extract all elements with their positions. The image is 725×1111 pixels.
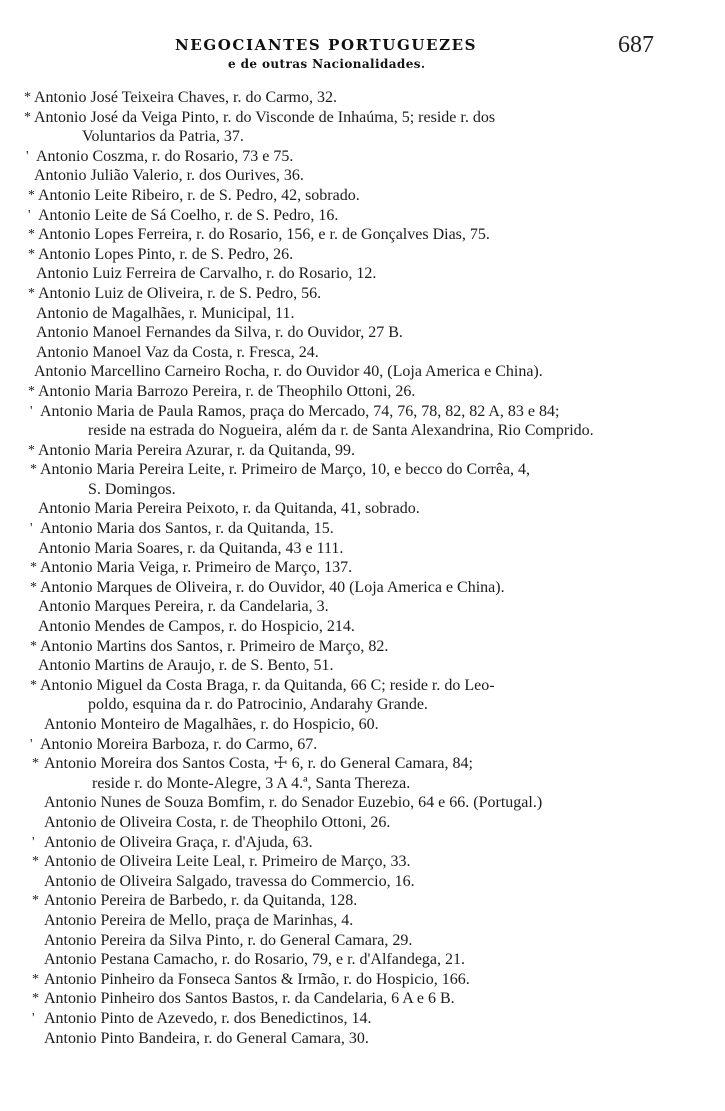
- page-title: NEGOCIANTES PORTUGUEZES: [175, 36, 478, 54]
- entry-text: Antonio Maria dos Santos, r. da Quitanda, 15.: [40, 520, 334, 538]
- entry-text: Antonio Pinto de Azevedo, r. dos Benedictinos, 14.: [44, 1009, 372, 1027]
- directory-entry: [0, 715, 725, 735]
- directory-entry: [0, 147, 725, 167]
- entry-marker: *: [30, 560, 37, 576]
- directory-entry: [0, 539, 725, 559]
- entry-text: Antonio Pereira da Silva Pinto, r. do General Camara, 29.: [44, 931, 413, 949]
- directory-entry: [0, 264, 725, 284]
- directory-entry: [0, 206, 725, 226]
- directory-entry: [0, 108, 725, 147]
- entry-marker: *: [32, 893, 39, 909]
- directory-entry: [0, 911, 725, 931]
- entry-text: Antonio Maria Barrozo Pereira, r. de Theophilo Ottoni, 26.: [38, 382, 416, 400]
- directory-entry: [0, 382, 725, 402]
- directory-entry: [0, 735, 725, 755]
- entry-marker: *: [24, 109, 31, 125]
- page-header: [0, 32, 725, 76]
- directory-entry: [0, 754, 725, 793]
- entry-text: Antonio Monteiro de Magalhães, r. do Hospicio, 60.: [44, 716, 379, 733]
- entry-marker: ': [32, 834, 35, 850]
- directory-entry: [0, 970, 725, 990]
- entry-marker: *: [30, 677, 37, 693]
- entry-text: Antonio José Teixeira Chaves, r. do Carmo, 32.: [34, 89, 337, 106]
- directory-entry: [0, 578, 725, 598]
- entry-text: Antonio Leite Ribeiro, r. de S. Pedro, 42, sobrado.: [38, 186, 360, 204]
- directory-entry: [0, 1009, 725, 1029]
- entry-text: Antonio Maria Pereira Peixoto, r. da Quitanda, 41, sobrado.: [38, 500, 420, 518]
- directory-entry: [0, 225, 725, 245]
- entry-marker: *: [28, 246, 35, 262]
- entry-text: Antonio Luiz de Oliveira, r. de S. Pedro, 56.: [38, 284, 322, 302]
- entry-text: Antonio Pereira de Mello, praça de Marinhas, 4.: [44, 911, 354, 929]
- entry-marker: *: [30, 579, 37, 595]
- directory-entry: [0, 402, 725, 441]
- entry-text: Antonio José da Veiga Pinto, r. do Visconde de Inhaúma, 5; reside r. dos: [34, 108, 496, 126]
- entry-marker: ': [26, 148, 29, 164]
- entry-text: Antonio Mendes de Campos, r. do Hospicio, 214.: [38, 618, 355, 636]
- entry-text: Antonio Maria de Paula Ramos, praça do Mercado, 74, 76, 78, 82, 82 A, 83 e 84;: [40, 402, 560, 420]
- entry-marker: *: [32, 756, 39, 772]
- directory-entry: [0, 617, 725, 637]
- directory-entry: [0, 323, 725, 343]
- entry-text: Antonio de Oliveira Leite Leal, r. Primeiro de Março, 33.: [44, 853, 411, 871]
- directory-entry: [0, 245, 725, 265]
- entry-text: Antonio Maria Pereira Azurar, r. da Quitanda, 99.: [38, 441, 356, 459]
- entry-text: Antonio de Oliveira Costa, r. de Theophilo Ottoni, 26.: [44, 813, 391, 831]
- directory-entry: [0, 597, 725, 617]
- entry-text: Antonio de Magalhães, r. Municipal, 11.: [36, 304, 295, 322]
- entry-continuation: S. Domingos.: [88, 480, 176, 498]
- entry-text: Antonio Lopes Ferreira, r. do Rosario, 156, e r. de Gonçalves Dias, 75.: [38, 226, 490, 244]
- directory-entry: [0, 950, 725, 970]
- entry-text: Antonio Maria Pereira Leite, r. Primeiro de Março, 10, e becco do Corrêa, 4,: [40, 461, 531, 479]
- directory-entry: [0, 1029, 725, 1049]
- entry-text: Antonio Martins de Araujo, r. de S. Bento, 51.: [38, 657, 334, 675]
- entry-continuation: reside r. do Monte-Alegre, 3 A 4.ª, Santa Thereza.: [92, 774, 411, 792]
- entry-marker: *: [28, 227, 35, 243]
- directory-entry: [0, 637, 725, 657]
- directory-entry: [0, 989, 725, 1009]
- entry-text: Antonio Martins dos Santos, r. Primeiro de Março, 82.: [40, 637, 389, 655]
- directory-entry: [0, 499, 725, 519]
- entry-marker: *: [28, 442, 35, 458]
- entry-marker: *: [32, 854, 39, 870]
- entry-text: Antonio Nunes de Souza Bomfim, r. do Senador Euzebio, 64 e 66. (Portugal.): [44, 794, 543, 812]
- entry-marker: *: [28, 285, 35, 301]
- entry-text: Antonio Lopes Pinto, r. de S. Pedro, 26.: [38, 245, 294, 263]
- entry-text: Antonio Pereira de Barbedo, r. da Quitanda, 128.: [44, 892, 358, 910]
- directory-entry: [0, 519, 725, 539]
- directory-entry: [0, 186, 725, 206]
- directory-entry: [0, 852, 725, 872]
- entry-text: Antonio Marques Pereira, r. da Candelaria, 3.: [38, 598, 329, 616]
- entry-text: Antonio Manoel Vaz da Costa, r. Fresca, 24.: [36, 343, 319, 361]
- entry-text: Antonio Marcellino Carneiro Rocha, r. do Ouvidor 40, (Loja America e China).: [34, 363, 543, 381]
- directory-entry: [0, 441, 725, 461]
- directory-entry: [0, 304, 725, 324]
- entry-text: Antonio Miguel da Costa Braga, r. da Quitanda, 66 C; reside r. do Leo-: [40, 676, 495, 694]
- directory-entry: [0, 656, 725, 676]
- entry-marker: ': [28, 207, 31, 223]
- entry-text: Antonio Luiz Ferreira de Carvalho, r. do Rosario, 12.: [36, 265, 377, 283]
- entry-list: [0, 88, 725, 1048]
- directory-entry: [0, 676, 725, 715]
- entry-marker: *: [24, 90, 31, 105]
- entry-text: Antonio de Oliveira Salgado, travessa do Commercio, 16.: [44, 872, 415, 890]
- page-subtitle: e de outras Nacionalidades.: [228, 57, 426, 71]
- entry-text: Antonio Moreira dos Santos Costa, ☩ 6, r. do General Camara, 84;: [44, 755, 473, 773]
- entry-marker: *: [32, 971, 39, 987]
- entry-text: Antonio Maria Soares, r. da Quitanda, 43 e 111.: [38, 539, 344, 557]
- directory-entry: [0, 872, 725, 892]
- entry-text: Antonio Maria Veiga, r. Primeiro de Março, 137.: [40, 559, 353, 577]
- entry-continuation: reside na estrada do Nogueira, além da r. de Santa Alexandrina, Rio Comprido.: [88, 422, 594, 440]
- entry-marker: *: [28, 187, 35, 203]
- entry-continuation: poldo, esquina da r. do Patrocinio, Andarahy Grande.: [88, 696, 428, 714]
- entry-text: Antonio Coszma, r. do Rosario, 73 e 75.: [36, 147, 294, 165]
- entry-text: Antonio Leite de Sá Coelho, r. de S. Pedro, 16.: [38, 206, 339, 224]
- directory-entry: [0, 88, 725, 108]
- entry-text: Antonio de Oliveira Graça, r. d'Ajuda, 63.: [44, 833, 313, 851]
- entry-text: Antonio Pinheiro dos Santos Bastos, r. da Candelaria, 6 A e 6 B.: [44, 990, 455, 1008]
- entry-text: Antonio Pinto Bandeira, r. do General Camara, 30.: [44, 1029, 369, 1047]
- entry-text: Antonio Manoel Fernandes da Silva, r. do Ouvidor, 27 B.: [36, 324, 403, 342]
- entry-marker: ': [30, 521, 33, 537]
- directory-entry: [0, 558, 725, 578]
- directory-entry: [0, 813, 725, 833]
- entry-text: Antonio Pinheiro da Fonseca Santos & Irmão, r. do Hospicio, 166.: [44, 970, 470, 988]
- entry-text: Antonio Julião Valerio, r. dos Ourives, 36.: [34, 167, 304, 185]
- entry-continuation: Voluntarios da Patria, 37.: [82, 128, 244, 146]
- directory-entry: [0, 793, 725, 813]
- entry-marker: *: [30, 638, 37, 654]
- directory-entry: [0, 460, 725, 499]
- directory-entry: [0, 833, 725, 853]
- directory-entry: [0, 931, 725, 951]
- directory-entry: [0, 284, 725, 304]
- entry-marker: ': [30, 736, 33, 752]
- directory-entry: [0, 343, 725, 363]
- entry-marker: *: [30, 462, 37, 478]
- entry-text: Antonio Moreira Barboza, r. do Carmo, 67.: [40, 735, 318, 753]
- directory-entry: [0, 891, 725, 911]
- entry-text: Antonio Pestana Camacho, r. do Rosario, 79, e r. d'Alfandega, 21.: [44, 951, 466, 969]
- entry-marker: *: [32, 991, 39, 1007]
- directory-entry: [0, 166, 725, 186]
- directory-entry: [0, 362, 725, 382]
- entry-marker: *: [28, 383, 35, 399]
- page-number: 687: [618, 32, 654, 58]
- entry-text: Antonio Marques de Oliveira, r. do Ouvidor, 40 (Loja America e China).: [40, 578, 505, 596]
- entry-marker: ': [32, 1010, 35, 1026]
- entry-marker: ': [30, 403, 33, 419]
